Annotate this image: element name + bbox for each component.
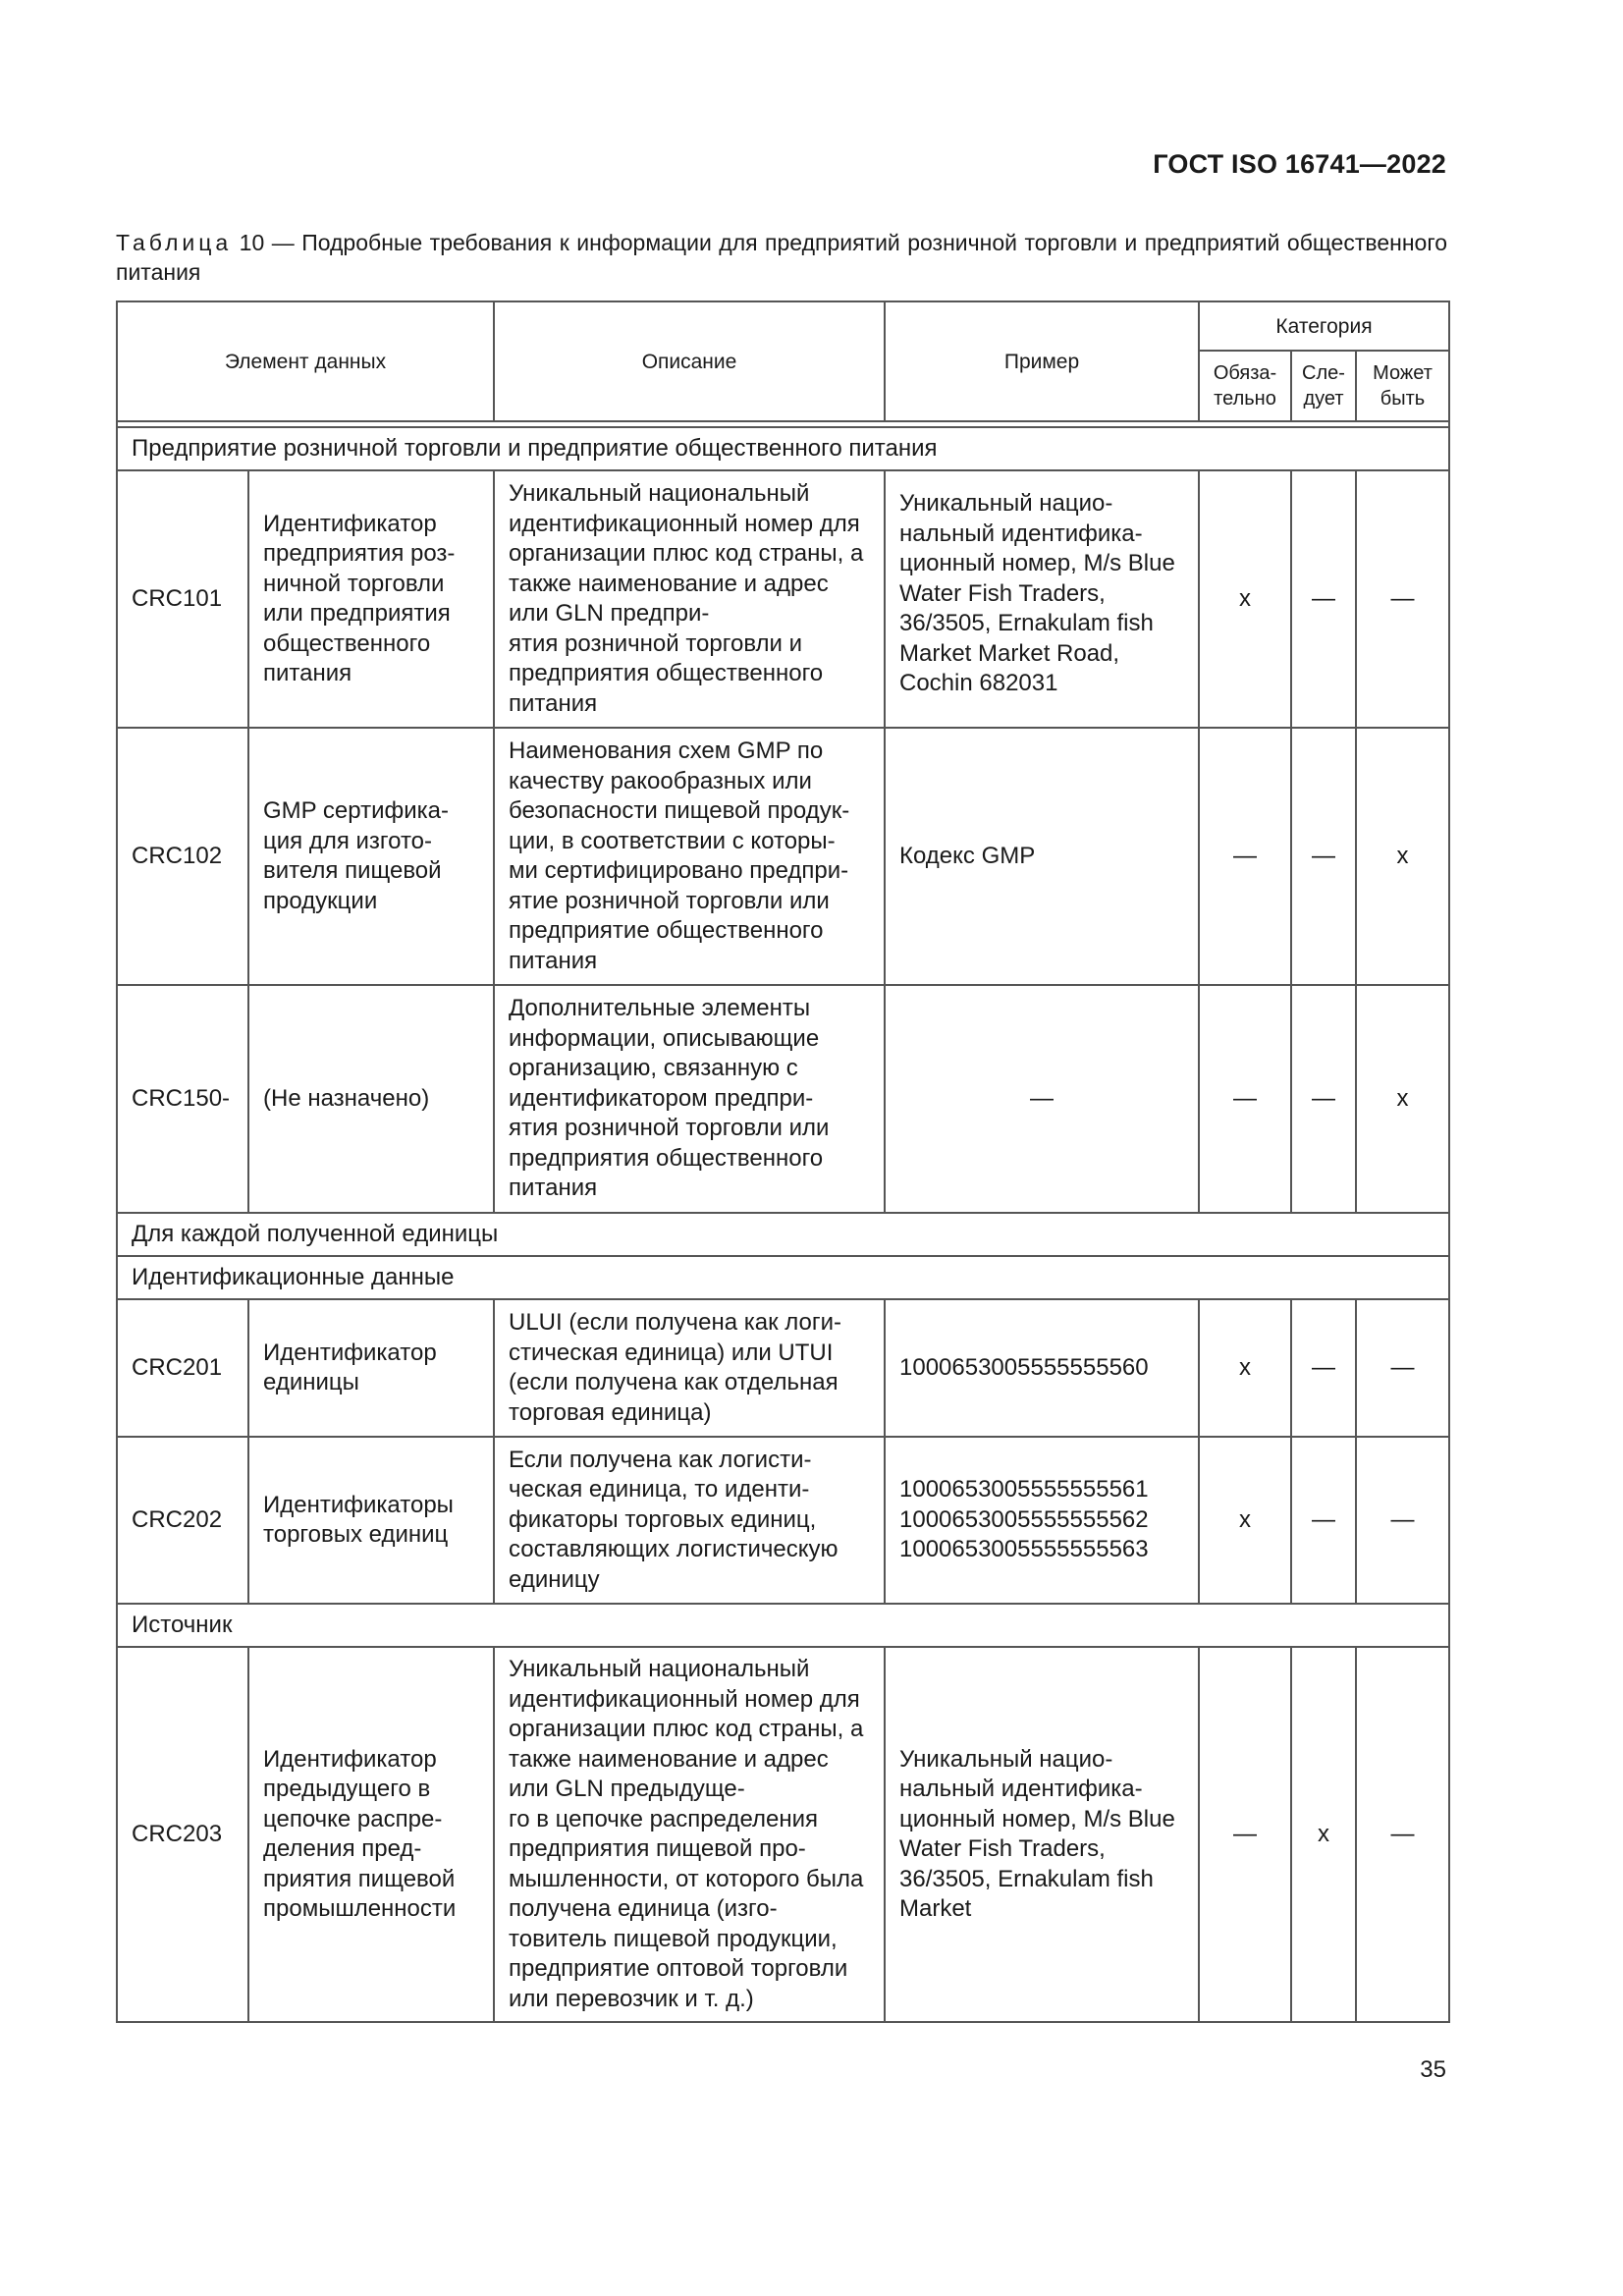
row-mandatory: — xyxy=(1199,985,1291,1213)
row-description: Уникальный национальный идентификационный номер для организации плюс код страны, а также наименование и адрес или GLN предыдуще- го в цепочке распределения предприятия пищевой про- мышленности, от которого была получена единица (изго- товитель пищевой продукции, предприятие оптовой торговли или перевозчик и т. д.) xyxy=(494,1647,885,2022)
row-mandatory: x xyxy=(1199,470,1291,728)
row-element-name: GMP сертифика- ция для изгото- вителя пищевой продукции xyxy=(248,728,494,985)
table-caption-text: 10 — Подробные требования к информации для предприятий розничной торговли и предприятий общественного питания xyxy=(116,230,1448,285)
row-element-name: Идентификатор единицы xyxy=(248,1299,494,1437)
table-row xyxy=(117,470,1449,728)
row-description: Уникальный национальный идентификационный номер для организации плюс код страны, а также наименование и адрес или GLN предпри- ятия розничной торговли и предприятия общественного питания xyxy=(494,470,885,728)
row-should: x xyxy=(1291,1647,1356,2022)
table-caption-prefix: Таблица xyxy=(116,230,233,255)
row-code: CRC102 xyxy=(117,728,248,985)
row-code: CRC202 xyxy=(117,1437,248,1604)
section-row xyxy=(117,1256,1449,1299)
header-row xyxy=(117,301,1449,351)
row-element-name: (Не назначено) xyxy=(248,985,494,1213)
document-code: ГОСТ ISO 16741—2022 xyxy=(1153,149,1446,179)
row-description: ULUI (если получена как логи- стическая единица) или UTUI (если получена как отдельная торговая единица) xyxy=(494,1299,885,1437)
section-label: Предприятие розничной торговли и предприятие общественного питания xyxy=(117,427,1449,470)
table-caption xyxy=(116,228,1447,287)
row-should: — xyxy=(1291,1299,1356,1437)
row-example: 1000653005555555560 xyxy=(885,1299,1199,1437)
row-description: Наименования схем GMP по качеству ракообразных или безопасности пищевой продук- ции, в соответствии с которы- ми сертифицировано предпри- ятие розничной торговли или предприятие общественного питания xyxy=(494,728,885,985)
row-may: — xyxy=(1356,1299,1449,1437)
row-may: x xyxy=(1356,985,1449,1213)
table-row xyxy=(117,1647,1449,2022)
header-element: Элемент данных xyxy=(117,301,494,421)
row-element-name: Идентификатор предыдущего в цепочке распре- деления пред- приятия пищевой промышленности xyxy=(248,1647,494,2022)
header-example: Пример xyxy=(885,301,1199,421)
table-row xyxy=(117,985,1449,1213)
row-should: — xyxy=(1291,728,1356,985)
row-example: — xyxy=(885,985,1199,1213)
row-should: — xyxy=(1291,1437,1356,1604)
header-may: Может быть xyxy=(1356,351,1449,421)
header-mandatory: Обяза- тельно xyxy=(1199,351,1291,421)
row-may: — xyxy=(1356,1437,1449,1604)
row-may: — xyxy=(1356,1647,1449,2022)
table-row xyxy=(117,728,1449,985)
row-code: CRC150- xyxy=(117,985,248,1213)
row-example: Уникальный нацио- нальный идентифика- ционный номер, M/s Blue Water Fish Traders, 36/3505, Ernakulam fish Market xyxy=(885,1647,1199,2022)
row-code: CRC101 xyxy=(117,470,248,728)
row-code: CRC203 xyxy=(117,1647,248,2022)
row-example: Кодекс GMP xyxy=(885,728,1199,985)
section-row xyxy=(117,427,1449,470)
row-should: — xyxy=(1291,470,1356,728)
section-row xyxy=(117,1213,1449,1256)
header-category: Категория xyxy=(1199,301,1449,351)
table-row xyxy=(117,1437,1449,1604)
header-description: Описание xyxy=(494,301,885,421)
row-may: x xyxy=(1356,728,1449,985)
row-description: Дополнительные элементы информации, описывающие организацию, связанную с идентификатором предпри- ятия розничной торговли или предприятия общественного питания xyxy=(494,985,885,1213)
row-mandatory: x xyxy=(1199,1299,1291,1437)
page-number: 35 xyxy=(1420,2056,1446,2083)
row-should: — xyxy=(1291,985,1356,1213)
section-label: Источник xyxy=(117,1604,1449,1647)
row-example: Уникальный нацио- нальный идентифика- ционный номер, M/s Blue Water Fish Traders, 36/3505, Ernakulam fish Market Market Road, Cochin 682031 xyxy=(885,470,1199,728)
header-should: Сле- дует xyxy=(1291,351,1356,421)
row-mandatory: — xyxy=(1199,728,1291,985)
row-example: 1000653005555555561 1000653005555555562 1000653005555555563 xyxy=(885,1437,1199,1604)
row-code: CRC201 xyxy=(117,1299,248,1437)
section-label: Для каждой полученной единицы xyxy=(117,1213,1449,1256)
row-may: — xyxy=(1356,470,1449,728)
row-element-name: Идентификатор предприятия роз- ничной торговли или предприятия общественного питания xyxy=(248,470,494,728)
section-label: Идентификационные данные xyxy=(117,1256,1449,1299)
row-description: Если получена как логисти- ческая единица, то иденти- фикаторы торговых единиц, составляющих логистическую единицу xyxy=(494,1437,885,1604)
row-element-name: Идентификаторы торговых единиц xyxy=(248,1437,494,1604)
requirements-table xyxy=(116,301,1450,2023)
row-mandatory: — xyxy=(1199,1647,1291,2022)
section-row xyxy=(117,1604,1449,1647)
row-mandatory: x xyxy=(1199,1437,1291,1604)
table-row xyxy=(117,1299,1449,1437)
